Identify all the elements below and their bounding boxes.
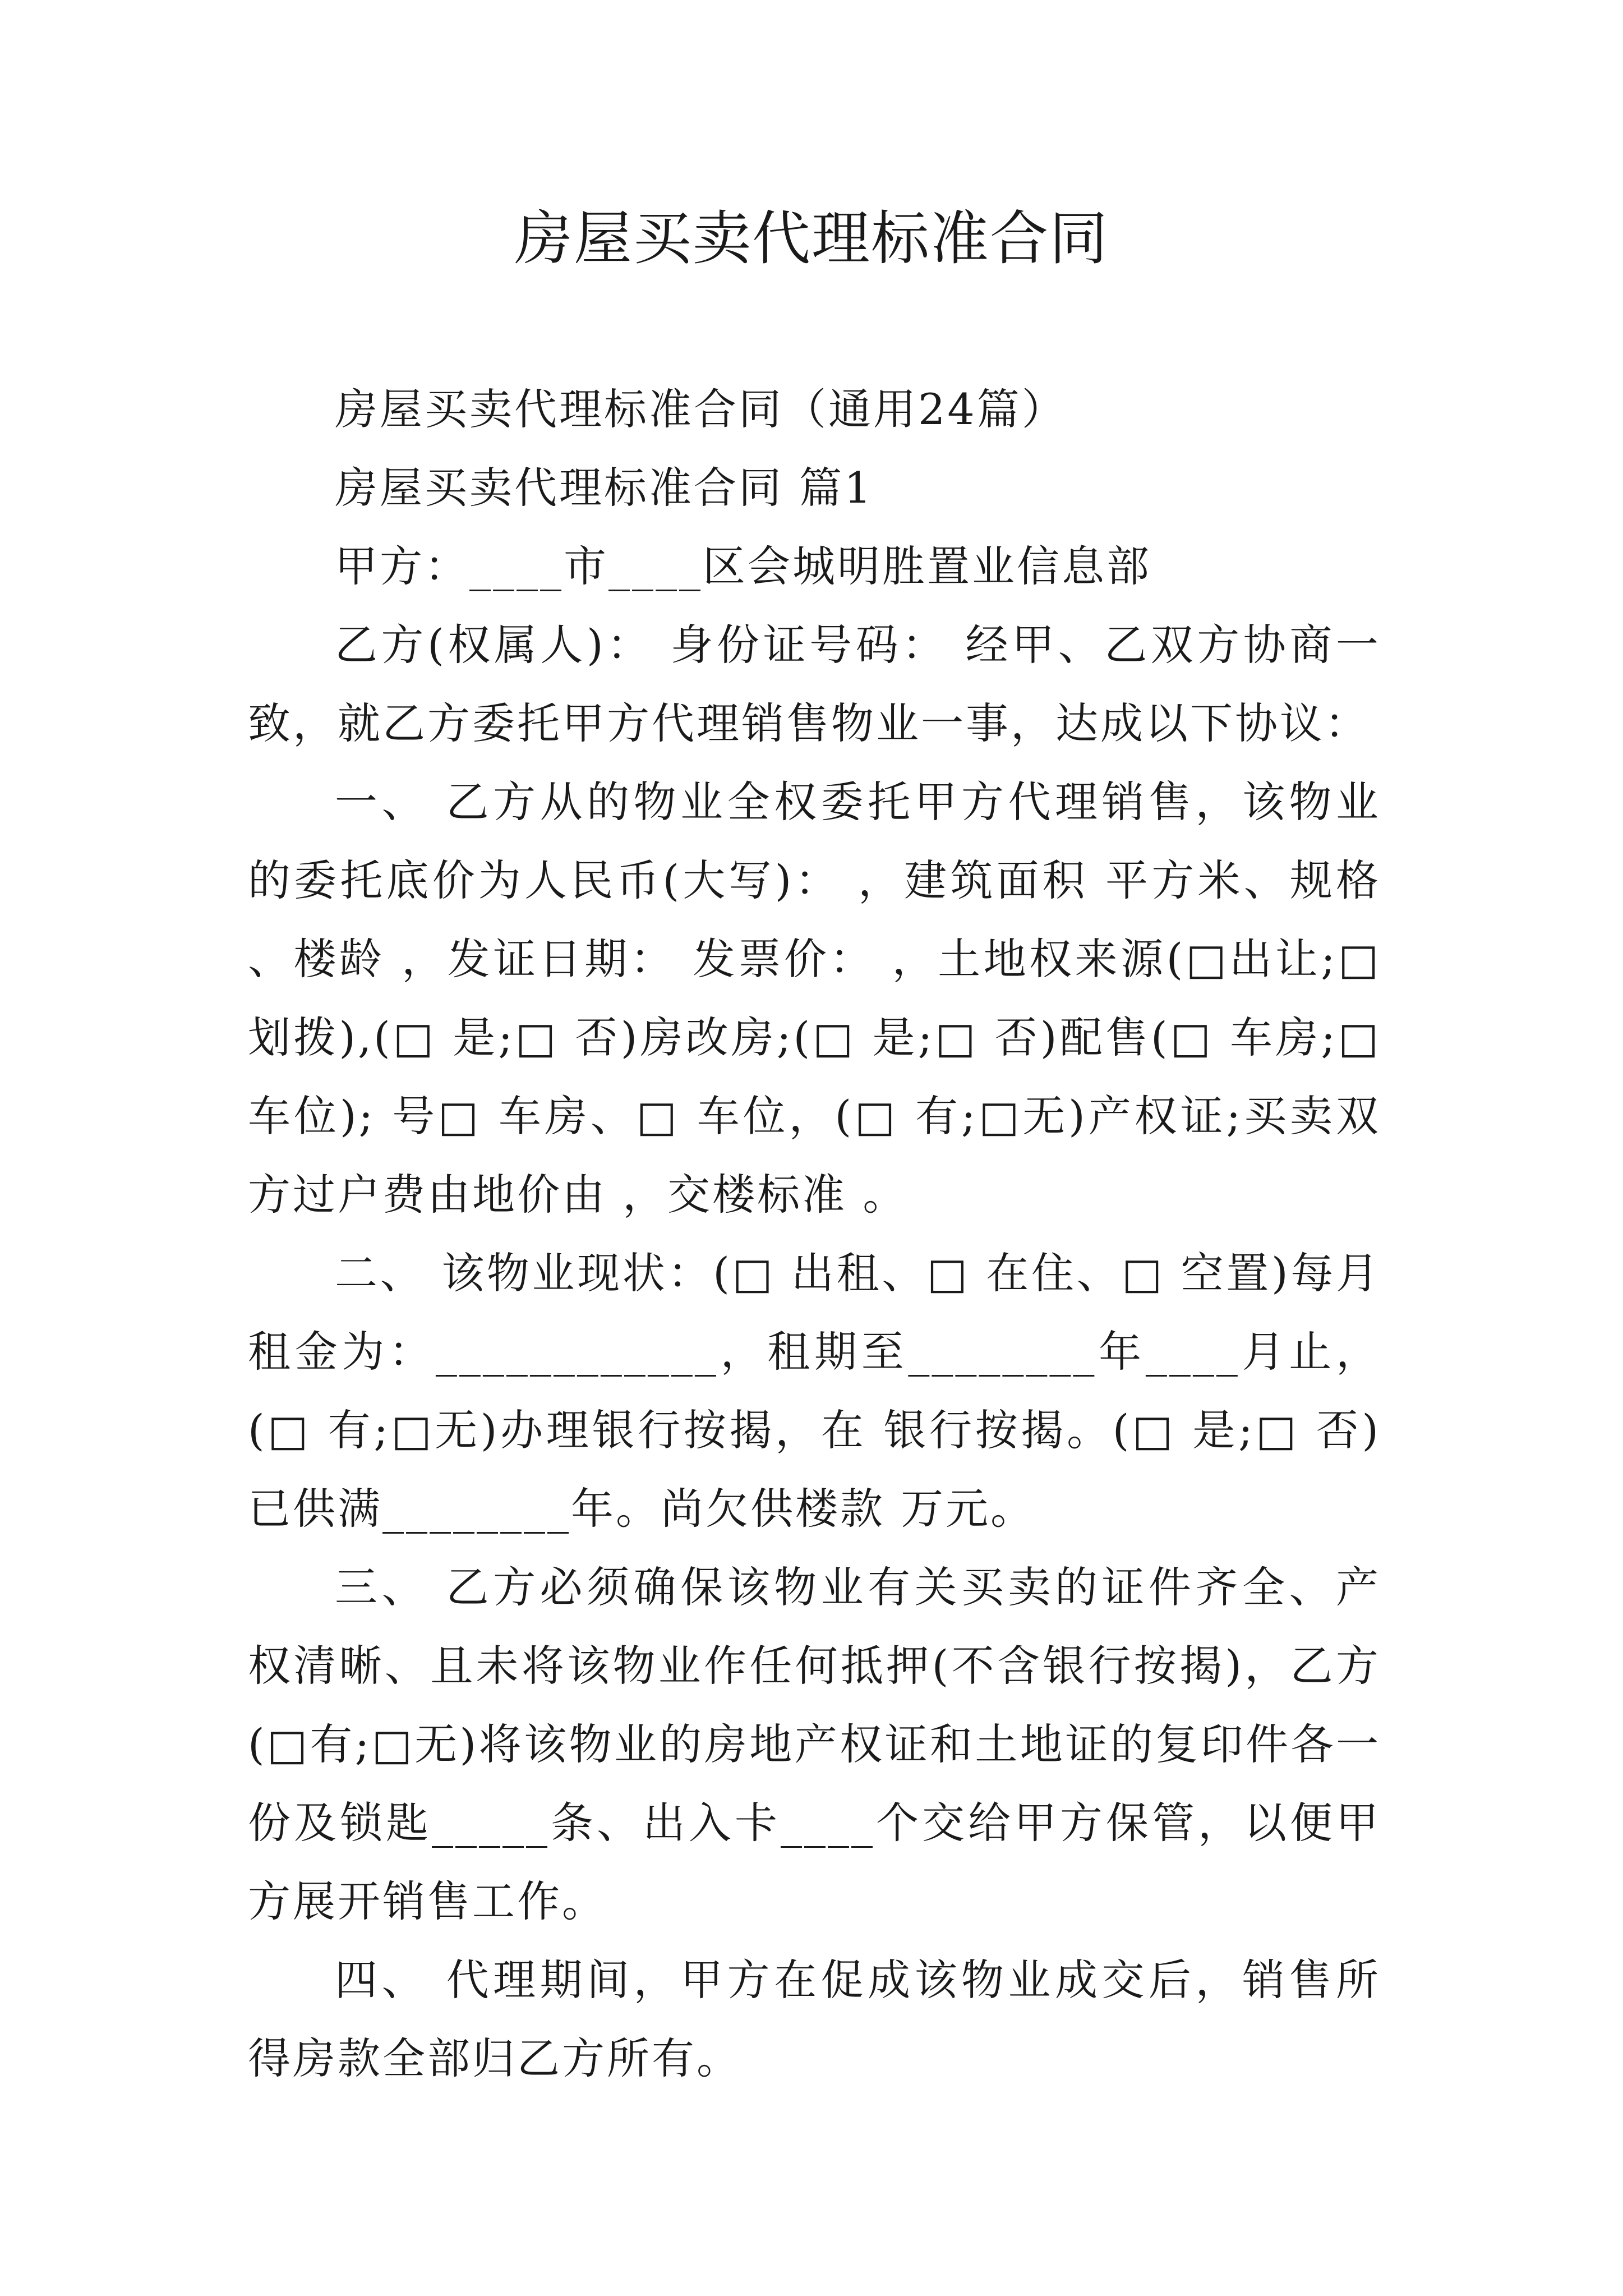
document-body	[248, 370, 1381, 2098]
clause-4: 四、 代理期间，甲方在促成该物业成交后，销售所得房款全部归乙方所有。	[248, 1955, 1381, 2083]
section-title: 房屋买卖代理标准合同 篇1	[335, 463, 874, 513]
clause-2: 二、 该物业现状：(□ 出租、□ 在住、□ 空置)每月租金为：____________，租期至________年____月止，(□ 有;□无)办理银行按揭，在 银行按揭。(□ 是;□ 否)已供满________年。尚欠供楼款 万元。	[248, 1248, 1381, 1534]
clause-3: 三、 乙方必须确保该物业有关买卖的证件齐全、产权清晰、且未将该物业作任何抵押(不含银行按揭)，乙方(□有;□无)将该物业的房地产权证和土地证的复印件各一份及锁匙_____条、出入卡____个交给甲方保管，以便甲方展开销售工作。	[248, 1562, 1381, 1926]
party-a-line: 甲方：____市____区会城明胜置业信息部	[335, 541, 1151, 591]
contract-subtitle: 房屋买卖代理标准合同（通用24篇）	[335, 384, 1067, 434]
party-b-paragraph: 乙方(权属人)： 身份证号码： 经甲、乙双方协商一致，就乙方委托甲方代理销售物业一事，达成以下协议：	[248, 620, 1381, 748]
document-title: 房屋买卖代理标准合同	[514, 204, 1109, 273]
clause-1: 一、 乙方从的物业全权委托甲方代理销售，该物业的委托底价为人民币(大写)： ，建筑面积 平方米、规格 、楼龄 ，发证日期： 发票价： ，土地权来源(□出让;□ 划拨),(□ 是;□ 否)房改房;(□ 是;□ 否)配售(□ 车房;□ 车位); 号□ 车房、□ 车位，(□ 有;□无)产权证;买卖双方过户费由地价由 ，交楼标准 。	[248, 777, 1381, 1220]
